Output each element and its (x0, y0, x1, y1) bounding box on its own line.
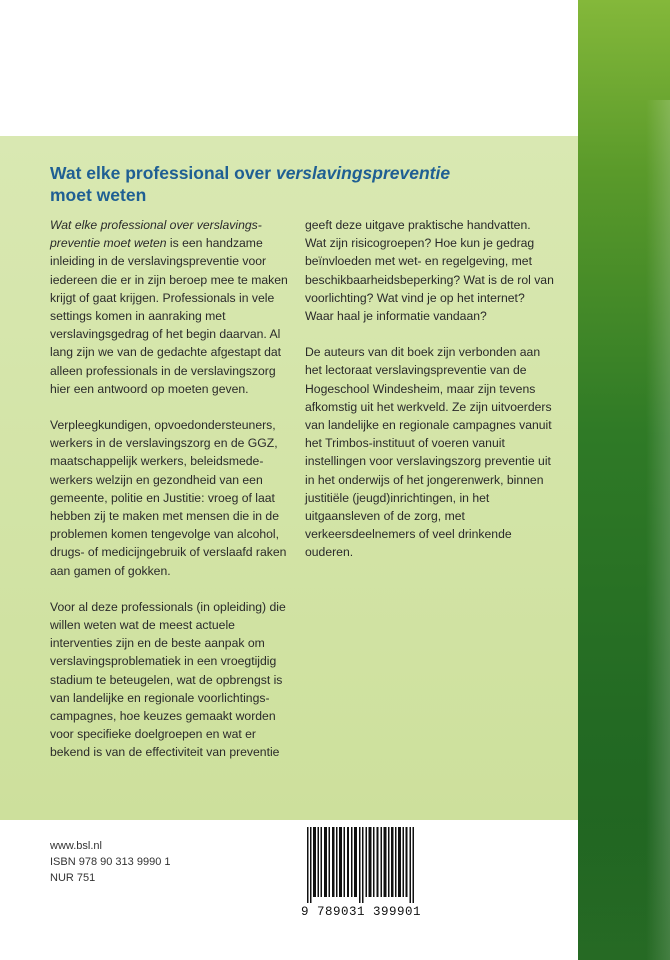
barcode-bars (307, 827, 417, 903)
isbn-text: ISBN 978 90 313 9990 1 (50, 856, 171, 868)
publisher-info (50, 838, 170, 886)
left-paragraph-3: Voor al deze professionals (in opleiding) die willen weten wat de meest actuele interventies zijn en de beste aanpak om verslavingsproblematiek in een vroegtijdig stadium te beteugelen, wat de opbrengst is van landelijke en regionale voorlichtingscampagnes, hoe keuzes gemaakt worden voor specifieke doelgroepen en wat er bekend is van de effectiviteit van preventie (50, 599, 286, 760)
stripe-bottom-shade (578, 820, 670, 960)
top-blank-area (0, 0, 578, 136)
title-prefix: Wat elke professional over (50, 163, 276, 183)
website-text: www.bsl.nl (50, 840, 102, 852)
right-paragraph-2: De auteurs van dit boek zijn verbonden aan het lectoraat verslavingspreventie van de Hogeschool Windesheim, maar zijn tevens afkomstig uit het werkveld. Ze zijn uitvoerders van landelijke en regionale campagnes vanuit het Trimbos-instituut of voeren vanuit instellingen voor verslavingszorg preventie uit in het onderwijs of het jongerenwerk, binnen justitiële (jeugd)inrichtingen, in het uitgaansleven of de zorg, met verkeersdeelnemers of veel drinkende ouderen. (305, 345, 552, 560)
isbn-barcode (297, 823, 425, 927)
left-paragraph-1 (50, 216, 290, 398)
book-title-italic: Wat elke professional over verslavingspreventie moet weten (50, 218, 262, 251)
right-column (305, 216, 555, 580)
left-paragraph-1-text: is een handzame inleiding in de verslavingspreventie voor iedereen die er in zijn beroep mee te maken krijgt of gaat krijgen. Professionals in vele settings komen in aanraking met verslavingsgedrag of het begin daarvan. Al lang zijn we van de gedachte afgestapt dat alleen professionals in de verslavingszorg hier een antwoord op moeten geven. (50, 236, 288, 396)
back-cover-title (50, 162, 570, 206)
right-paragraph-1: geeft deze uitgave praktische handvatten. Wat zijn risicogroepen? Hoe kun je gedrag beïnvloeden met wet- en regelgeving, met beschikbaarheidsbeperking? Wat is de rol van voorlichting? Wat vind je op het internet? Waar haal je informatie vandaan? (305, 218, 554, 324)
left-paragraph-2: Verpleegkundigen, opvoedondersteuners, werkers in de verslavingszorg en de GGZ, maatschappelijk werkers, beleidsmedewerkers welzijn en gezondheid van een gemeente, politie en Justitie: vroeg of laat hebben zij te maken met mensen die in de problemen komen tengevolge van alcohol, drugs- of medicijngebruik of verslaafd raken aan gamen of gokken. (50, 418, 287, 578)
title-italic: verslavingspreventie (275, 163, 451, 183)
title-suffix: moet weten (50, 185, 147, 205)
left-column (50, 216, 290, 780)
barcode-number: 9 789031 399901 (300, 905, 422, 919)
nur-text: NUR 751 (50, 872, 96, 884)
